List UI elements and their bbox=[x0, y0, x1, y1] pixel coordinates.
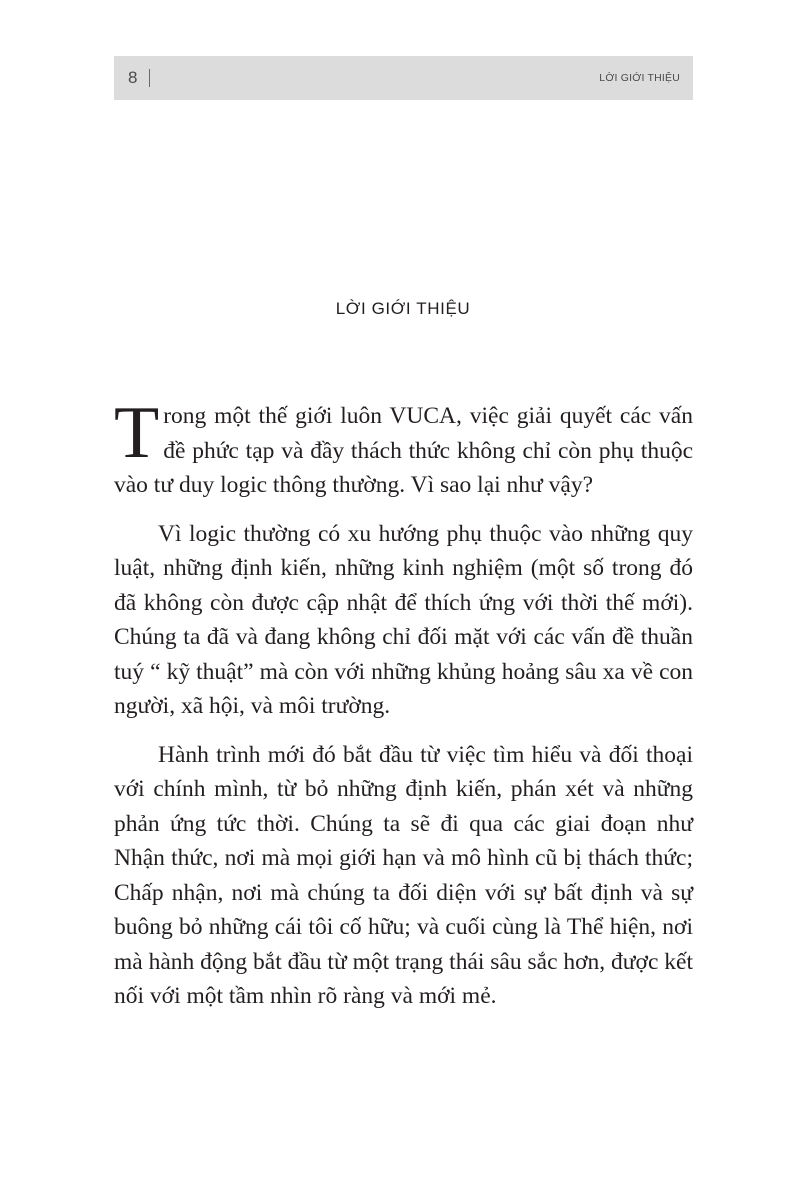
page-header bbox=[114, 56, 693, 100]
paragraph-1 bbox=[114, 392, 693, 503]
body-text bbox=[114, 392, 693, 1028]
drop-cap: T bbox=[114, 392, 160, 474]
page-number: 8 bbox=[128, 68, 138, 87]
paragraph-3: Hành trình mới đó bắt đầu từ việc tìm hiểu và đối thoại với chính mình, từ bỏ những định kiến, phán xét và những phản ứng tức thời. Chúng ta sẽ đi qua các giai đoạn như Nhận thức, nơi mà mọi giới hạn và mô hình cũ bị thách thức; Chấp nhận, nơi mà chúng ta đối diện với sự bất định và sự buông bỏ những cái tôi cố hữu; và cuối cùng là Thể hiện, nơi mà hành động bắt đầu từ một trạng thái sâu sắc hơn, được kết nối với một tầm nhìn rõ ràng và mới mẻ. bbox=[114, 741, 693, 1009]
paragraph-1-text: rong một thế giới luôn VUCA, việc giải quyết các vấn đề phức tạp và đầy thách thức không chỉ còn phụ thuộc vào tư duy logic thông thường. Vì sao lại như vậy? bbox=[114, 403, 693, 498]
chapter-title: LỜI GIỚI THIỆU bbox=[335, 299, 471, 318]
running-title: LỜI GIỚI THIỆU bbox=[599, 72, 680, 84]
paragraph-2: Vì logic thường có xu hướng phụ thuộc vào những quy luật, những định kiến, những kinh nghiệm (một số trong đó đã không còn được cập nhật để thích ứng với thời thế mới). Chúng ta đã và đang không chỉ đối mặt với các vấn đề thuần tuý “ kỹ thuật” mà còn với những khủng hoảng sâu xa về con người, xã hội, và môi trường. bbox=[114, 520, 693, 719]
header-divider bbox=[149, 69, 150, 87]
